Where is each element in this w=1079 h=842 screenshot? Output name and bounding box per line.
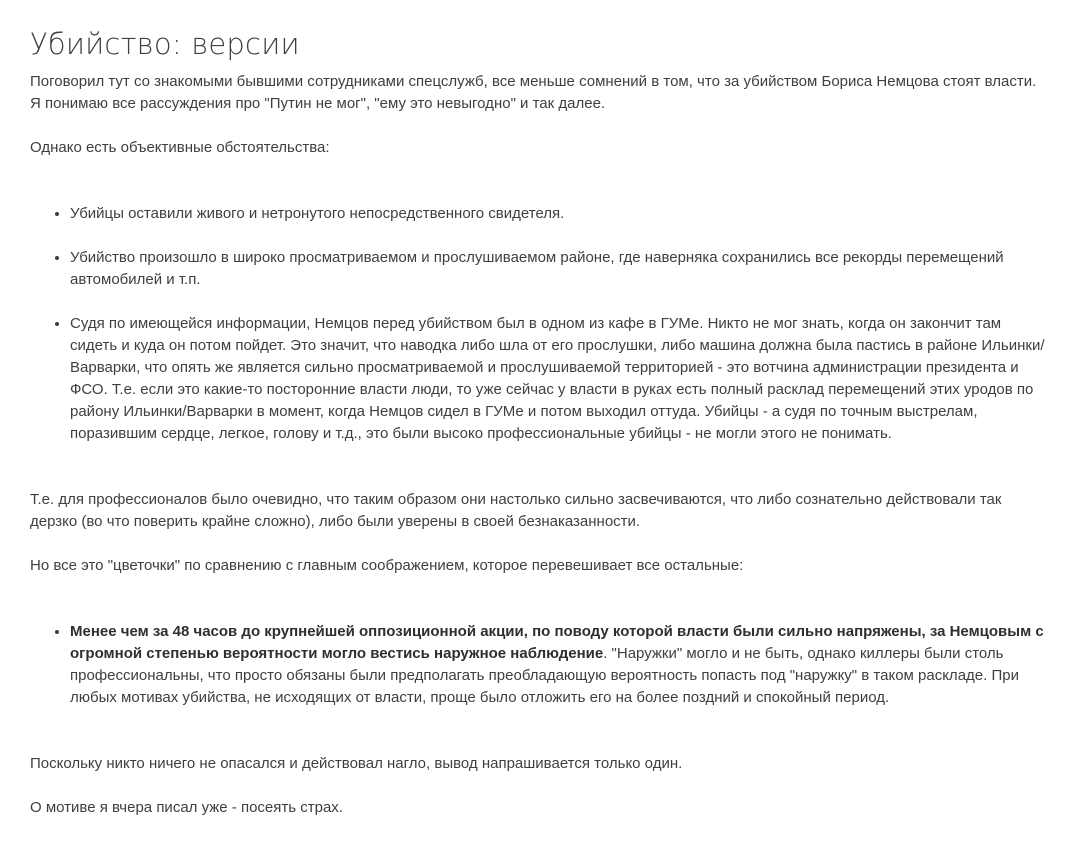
spacer — [70, 225, 1049, 247]
list-item-text: . "Наружки" могло и не быть, однако киллеры были столь профессиональны, что просто обязаны были предполагать преобладающую вероятность попасть под "наружку" в таком раскладе. При любых мотивах убийства, не исходящих от власти, проще было отложить его на более поздний и спокойный период. — [70, 645, 1019, 706]
paragraph-conclusion: Поскольку никто ничего не опасался и действовал нагло, вывод напрашивается только один. — [30, 755, 683, 772]
paragraph-intro: Поговорил тут со знакомыми бывшими сотрудниками спецслужб, все меньше сомнений в том, что за убийством Бориса Немцова стоят власти. Я понимаю все рассуждения про "Путин не мог", "ему это невыгодно" и так далее. — [30, 73, 1037, 112]
spacer — [30, 533, 1049, 555]
paragraph-professionals: Т.е. для профессионалов было очевидно, что таким образом они настолько сильно засвечиваются, что либо сознательно действовали так дерзко (во что поверить крайне сложно), либо были уверены в своей безнаказанности. — [30, 491, 1002, 530]
list-item: • Судя по имеющейся информации, Немцов перед убийством был в одном из кафе в ГУМе. Никто не мог знать, когда он закончит там сидеть и куда он потом пойдет. Это значит, что наводка либо шла от его прослушки, либо машина должна была пастись в районе Ильинки/Варварки, что опять же является сильно просматриваемой и прослушиваемой территорией - это вотчина администрации президента и ФСО. Т.е. если это какие-то посторонние власти люди, то уже сейчас у власти в руках есть полный расклад перемещений этих уродов по району Ильинки/Варварки в момент, когда Немцов сидел в ГУМе и потом выходил оттуда. Убийцы - а судя по точным выстрелам, поразившим сердце, легкое, голову и т.д., это были высоко профессиональные убийцы - не могли этого не понимать. — [70, 313, 1049, 445]
list-item: • Убийство произошло в широко просматриваемом и прослушиваемом районе, где наверняка сохранились все рекорды перемещений автомобилей и т.п. — [70, 247, 1049, 291]
spacer — [30, 115, 1049, 137]
paragraph-circumstances: Однако есть объективные обстоятельства: — [30, 139, 330, 156]
spacer — [30, 709, 1049, 753]
list-item: • Убийцы оставили живого и нетронутого непосредственного свидетеля. — [70, 203, 1049, 225]
post-title: Убийство: версии — [30, 27, 300, 61]
main-consideration-list — [30, 621, 1049, 709]
spacer — [30, 775, 1049, 797]
spacer — [30, 445, 1049, 489]
emphasis-text: Менее чем за 48 часов до крупнейшей оппозиционной акции, по поводу которой власти были сильно напряжены, за Немцовым с огромной степенью вероятности могло вестись наружное наблюдение — [70, 623, 1044, 662]
spacer — [70, 291, 1049, 313]
paragraph-flowers: Но все это "цветочки" по сравнению с главным соображением, которое перевешивает все остальные: — [30, 557, 744, 574]
paragraph-motive: О мотиве я вчера писал уже - посеять страх. — [30, 799, 343, 816]
list-item — [70, 621, 1049, 709]
circumstances-list — [30, 203, 1049, 445]
spacer — [30, 577, 1049, 621]
spacer — [30, 159, 1049, 203]
